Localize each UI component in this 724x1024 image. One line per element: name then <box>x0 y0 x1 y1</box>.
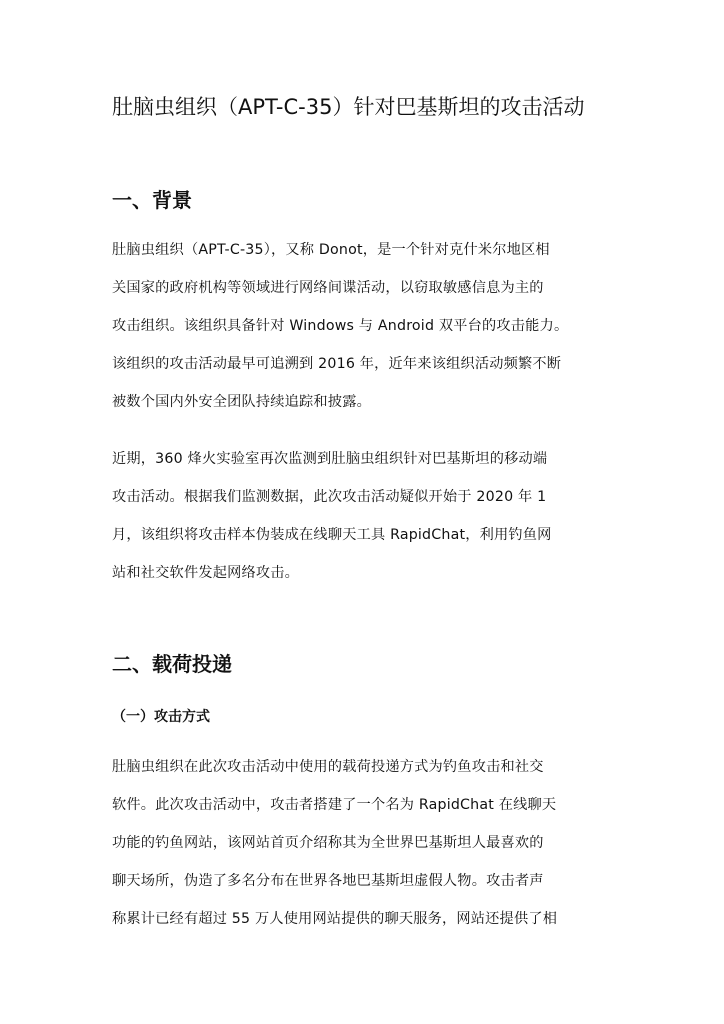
paragraph-line: 月，该组织将攻击样本伪装成在线聊天工具 RapidChat，利用钓鱼网 <box>112 527 552 543</box>
document-title: 肚脑虫组织（APT-C-35）针对巴基斯坦的攻击活动 <box>112 95 585 119</box>
paragraph-line: 功能的钓鱼网站，该网站首页介绍称其为全世界巴基斯坦人最喜欢的 <box>112 835 544 851</box>
paragraph-line: 近期，360 烽火实验室再次监测到肚脑虫组织针对巴基斯坦的移动端 <box>112 451 548 467</box>
paragraph-line: 称累计已经有超过 55 万人使用网站提供的聊天服务，网站还提供了相 <box>112 911 558 927</box>
attack-method-paragraph <box>112 748 612 938</box>
background-paragraph-2 <box>112 440 612 592</box>
paragraph-line: 被数个国内外安全团队持续追踪和披露。 <box>112 394 371 410</box>
paragraph-line: 站和社交软件发起网络攻击。 <box>112 565 300 581</box>
paragraph-line: 肚脑虫组织在此次攻击活动中使用的载荷投递方式为钓鱼攻击和社交 <box>112 759 544 775</box>
background-paragraph-1 <box>112 231 612 421</box>
paragraph-line: 攻击活动。根据我们监测数据，此次攻击活动疑似开始于 2020 年 1 <box>112 489 547 505</box>
paragraph-line: 该组织的攻击活动最早可追溯到 2016 年，近年来该组织活动频繁不断 <box>112 356 562 372</box>
paragraph-line: 软件。此次攻击活动中，攻击者搭建了一个名为 RapidChat 在线聊天 <box>112 797 557 813</box>
subsection-heading-attack-method: （一）攻击方式 <box>112 709 210 725</box>
paragraph-line: 聊天场所，伪造了多名分布在世界各地巴基斯坦虚假人物。攻击者声 <box>112 873 544 889</box>
section-heading-background: 一、背景 <box>112 188 192 212</box>
paragraph-line: 关国家的政府机构等领域进行网络间谍活动，以窃取敏感信息为主的 <box>112 280 544 296</box>
section-heading-payload-delivery: 二、载荷投递 <box>112 652 232 676</box>
paragraph-line: 攻击组织。该组织具备针对 Windows 与 Android 双平台的攻击能力。 <box>112 318 569 334</box>
paragraph-line: 肚脑虫组织（APT-C-35），又称 Donot，是一个针对克什米尔地区相 <box>112 242 550 258</box>
